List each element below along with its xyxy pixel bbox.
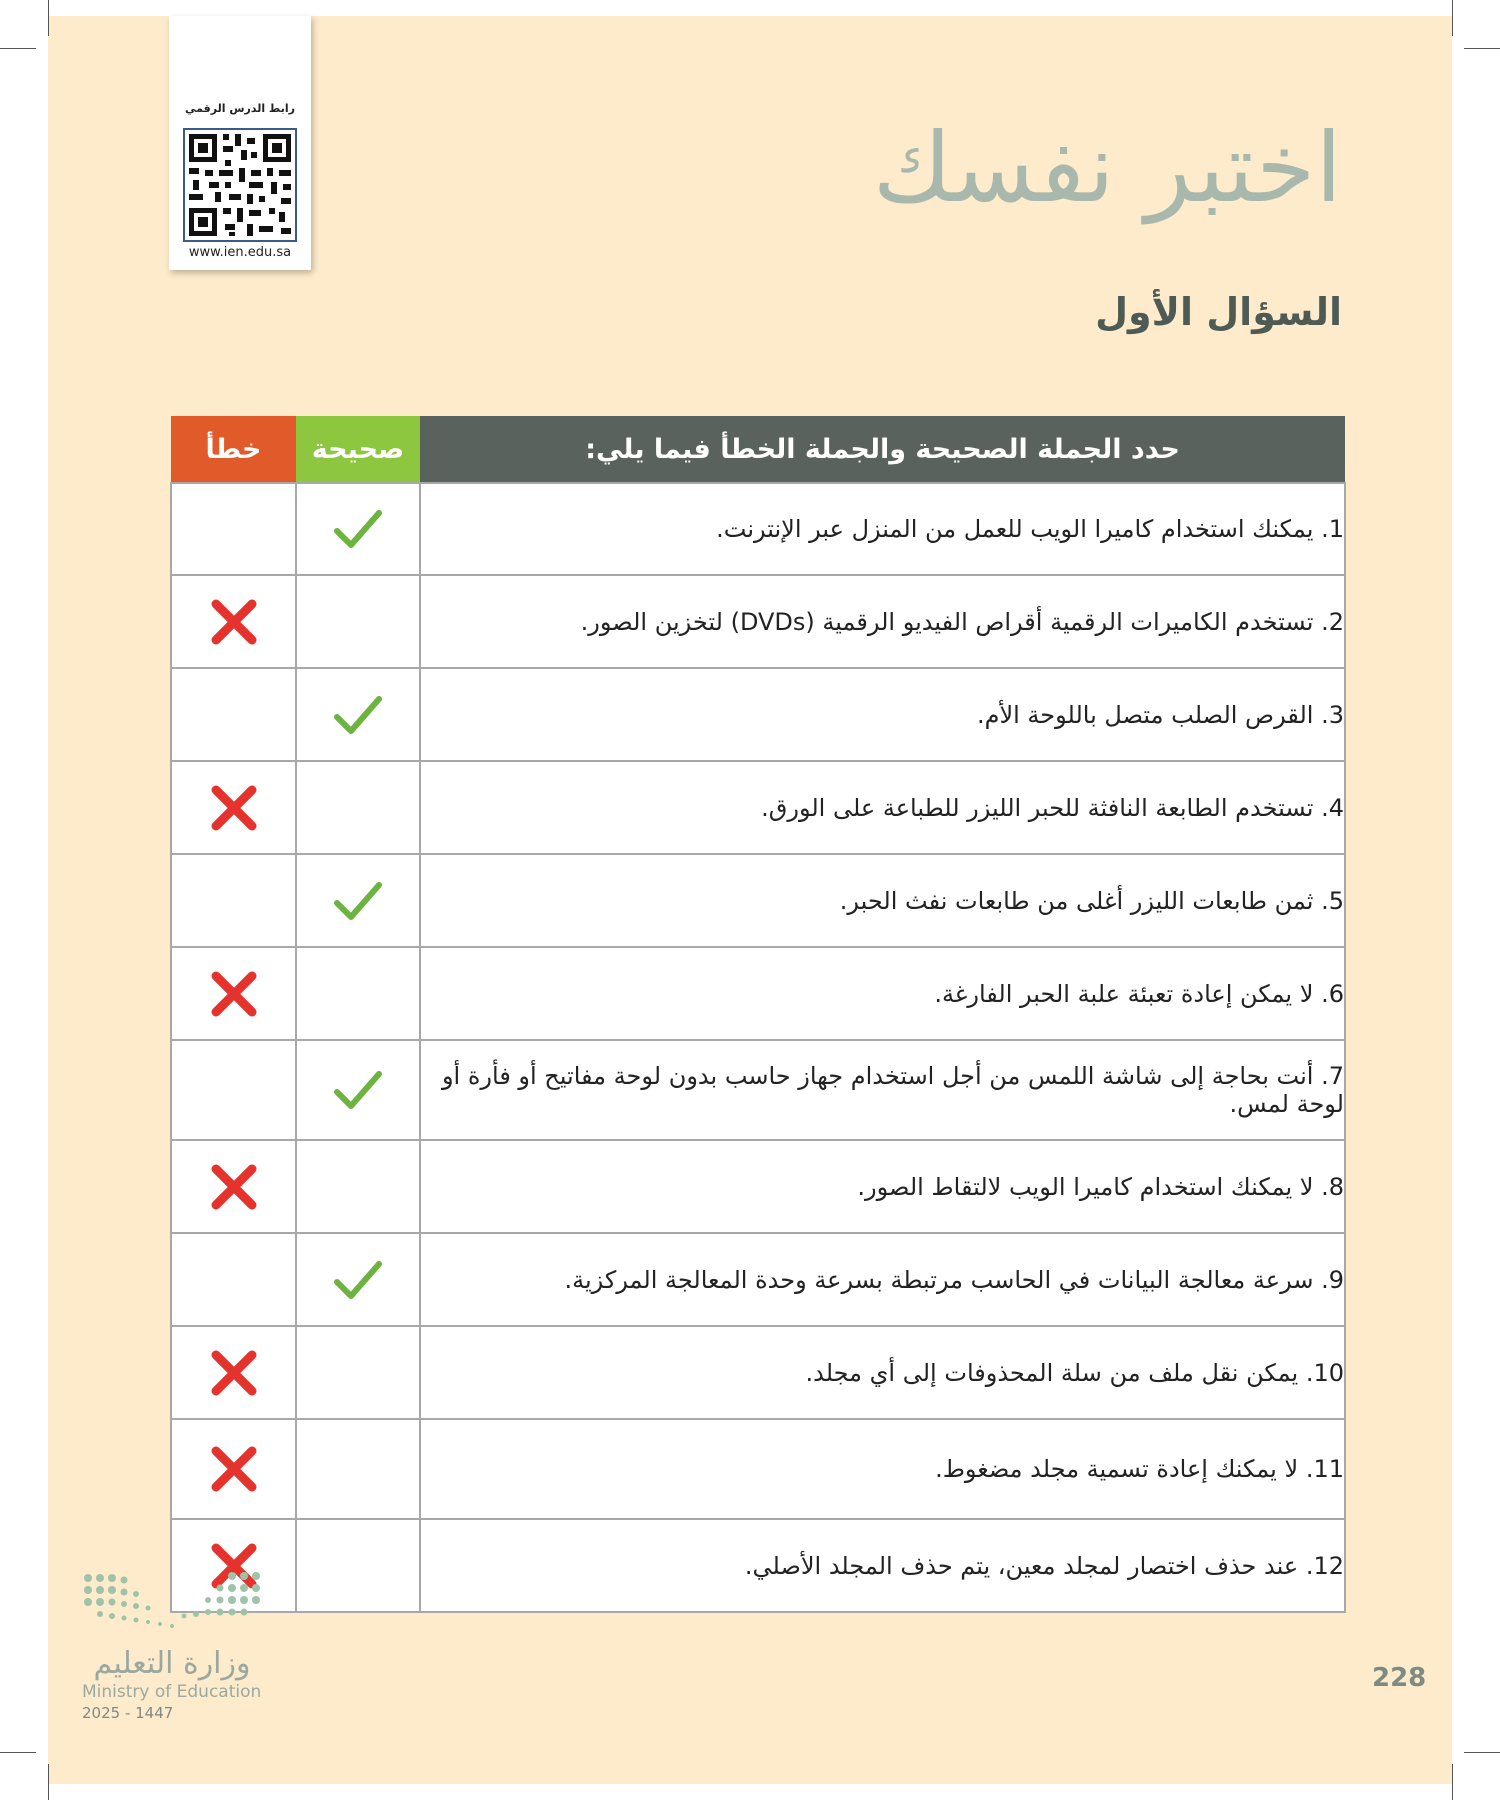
statement-cell	[420, 1326, 1345, 1419]
statement-text: لا يمكنك استخدام كاميرا الويب لالتقاط الصور.	[857, 1172, 1314, 1201]
statement-number: 3.	[1321, 700, 1344, 729]
table-row	[171, 575, 1345, 668]
false-cell[interactable]	[171, 761, 296, 854]
statement-text: عند حذف اختصار لمجلد معين، يتم حذف المجلد الأصلي.	[744, 1551, 1299, 1580]
crop-mark	[1464, 1752, 1500, 1753]
statement-number: 12.	[1305, 1551, 1344, 1580]
crop-mark	[48, 0, 49, 36]
true-cell[interactable]	[296, 575, 420, 668]
true-cell[interactable]	[296, 1326, 420, 1419]
check-icon	[297, 507, 419, 551]
statement-number: 2.	[1321, 607, 1344, 636]
crop-mark	[48, 1764, 49, 1800]
statement-text: سرعة معالجة البيانات في الحاسب مرتبطة بسرعة وحدة المعالجة المركزية.	[564, 1265, 1314, 1294]
edition-year: 2025 - 1447	[82, 1704, 174, 1722]
table-row	[171, 483, 1345, 575]
statement-cell	[420, 1419, 1345, 1519]
table-row	[171, 1140, 1345, 1233]
statement-cell	[420, 1233, 1345, 1326]
false-cell[interactable]	[171, 947, 296, 1040]
true-cell[interactable]	[296, 668, 420, 761]
header-statement: حدد الجملة الصحيحة والجملة الخطأ فيما يلي:	[420, 416, 1345, 483]
table-row	[171, 947, 1345, 1040]
qr-label: رابط الدرس الرقمي	[185, 102, 295, 115]
header-true: صحيحة	[296, 416, 420, 483]
table-row	[171, 1233, 1345, 1326]
statement-text: أنت بحاجة إلى شاشة اللمس من أجل استخدام جهاز حاسب بدون لوحة مفاتيح أو فأرة أو لوحة لمس.	[441, 1062, 1344, 1118]
statement-cell	[420, 1519, 1345, 1612]
false-cell[interactable]	[171, 1326, 296, 1419]
statement-cell	[420, 483, 1345, 575]
true-cell[interactable]	[296, 1419, 420, 1519]
statement-cell	[420, 575, 1345, 668]
table-row	[171, 1519, 1345, 1612]
statement-number: 5.	[1321, 886, 1344, 915]
crop-mark	[0, 1752, 36, 1753]
table-row	[171, 668, 1345, 761]
statement-text: يمكن نقل ملف من سلة المحذوفات إلى أي مجلد.	[805, 1358, 1299, 1387]
crop-mark	[0, 48, 36, 49]
table-row	[171, 1040, 1345, 1140]
ministry-name-en: Ministry of Education	[82, 1682, 262, 1702]
table-row	[171, 1419, 1345, 1519]
crop-mark	[1464, 48, 1500, 49]
false-cell[interactable]	[171, 1419, 296, 1519]
table-row	[171, 761, 1345, 854]
statement-number: 8.	[1321, 1172, 1344, 1201]
crop-mark	[1452, 1764, 1453, 1800]
true-cell[interactable]	[296, 1233, 420, 1326]
statement-text: القرص الصلب متصل باللوحة الأم.	[976, 700, 1314, 729]
statement-text: ثمن طابعات الليزر أغلى من طابعات نفث الحبر.	[839, 886, 1314, 915]
x-icon	[172, 968, 295, 1020]
check-icon	[297, 1068, 419, 1112]
false-cell[interactable]	[171, 854, 296, 947]
statement-cell	[420, 668, 1345, 761]
ministry-logo	[82, 1560, 282, 1730]
false-cell[interactable]	[171, 575, 296, 668]
crop-mark	[1452, 0, 1453, 36]
true-cell[interactable]	[296, 1140, 420, 1233]
ministry-name-ar: وزارة التعليم	[93, 1646, 251, 1681]
ministry-dots-icon	[82, 1560, 272, 1640]
statement-number: 7.	[1321, 1062, 1344, 1090]
header-false: خطأ	[171, 416, 296, 483]
check-icon	[297, 879, 419, 923]
page-number: 228	[1372, 1663, 1427, 1693]
false-cell[interactable]	[171, 668, 296, 761]
true-cell[interactable]	[296, 483, 420, 575]
statement-cell	[420, 1040, 1345, 1140]
false-cell[interactable]	[171, 1233, 296, 1326]
table-row	[171, 854, 1345, 947]
x-icon	[172, 1443, 295, 1495]
true-cell[interactable]	[296, 947, 420, 1040]
statement-number: 4.	[1321, 793, 1344, 822]
statement-number: 1.	[1321, 515, 1344, 543]
statement-cell	[420, 1140, 1345, 1233]
statement-number: 6.	[1321, 979, 1344, 1008]
statement-number: 10.	[1305, 1358, 1344, 1387]
statement-cell	[420, 947, 1345, 1040]
statement-text: يمكنك استخدام كاميرا الويب للعمل من المنزل عبر الإنترنت.	[716, 515, 1314, 543]
check-icon	[297, 693, 419, 737]
true-cell[interactable]	[296, 761, 420, 854]
statement-text: لا يمكن إعادة تعبئة علبة الحبر الفارغة.	[934, 979, 1314, 1008]
statement-text: تستخدم الطابعة النافثة للحبر الليزر للطباعة على الورق.	[761, 793, 1314, 822]
statement-cell	[420, 761, 1345, 854]
statement-number: 11.	[1305, 1455, 1344, 1483]
qr-card[interactable]	[169, 16, 311, 270]
false-cell[interactable]	[171, 1140, 296, 1233]
true-cell[interactable]	[296, 1519, 420, 1612]
question-title: السؤال الأول	[1095, 290, 1342, 334]
x-icon	[172, 1161, 295, 1213]
statement-cell	[420, 854, 1345, 947]
x-icon	[172, 782, 295, 834]
true-false-table	[170, 416, 1346, 1613]
qr-code-icon[interactable]	[183, 128, 297, 242]
table-row	[171, 1326, 1345, 1419]
x-icon	[172, 1347, 295, 1399]
x-icon	[172, 596, 295, 648]
page-title: اختبر نفسك	[872, 112, 1342, 224]
true-cell[interactable]	[296, 1040, 420, 1140]
false-cell[interactable]	[171, 483, 296, 575]
qr-url[interactable]: www.ien.edu.sa	[188, 245, 292, 260]
false-cell[interactable]	[171, 1040, 296, 1140]
statement-text: تستخدم الكاميرات الرقمية أقراص الفيديو الرقمية (DVDs) لتخزين الصور.	[580, 607, 1314, 636]
table-header-row	[171, 416, 1345, 483]
true-cell[interactable]	[296, 854, 420, 947]
statement-number: 9.	[1321, 1265, 1344, 1294]
check-icon	[297, 1258, 419, 1302]
statement-text: لا يمكنك إعادة تسمية مجلد مضغوط.	[935, 1455, 1299, 1483]
